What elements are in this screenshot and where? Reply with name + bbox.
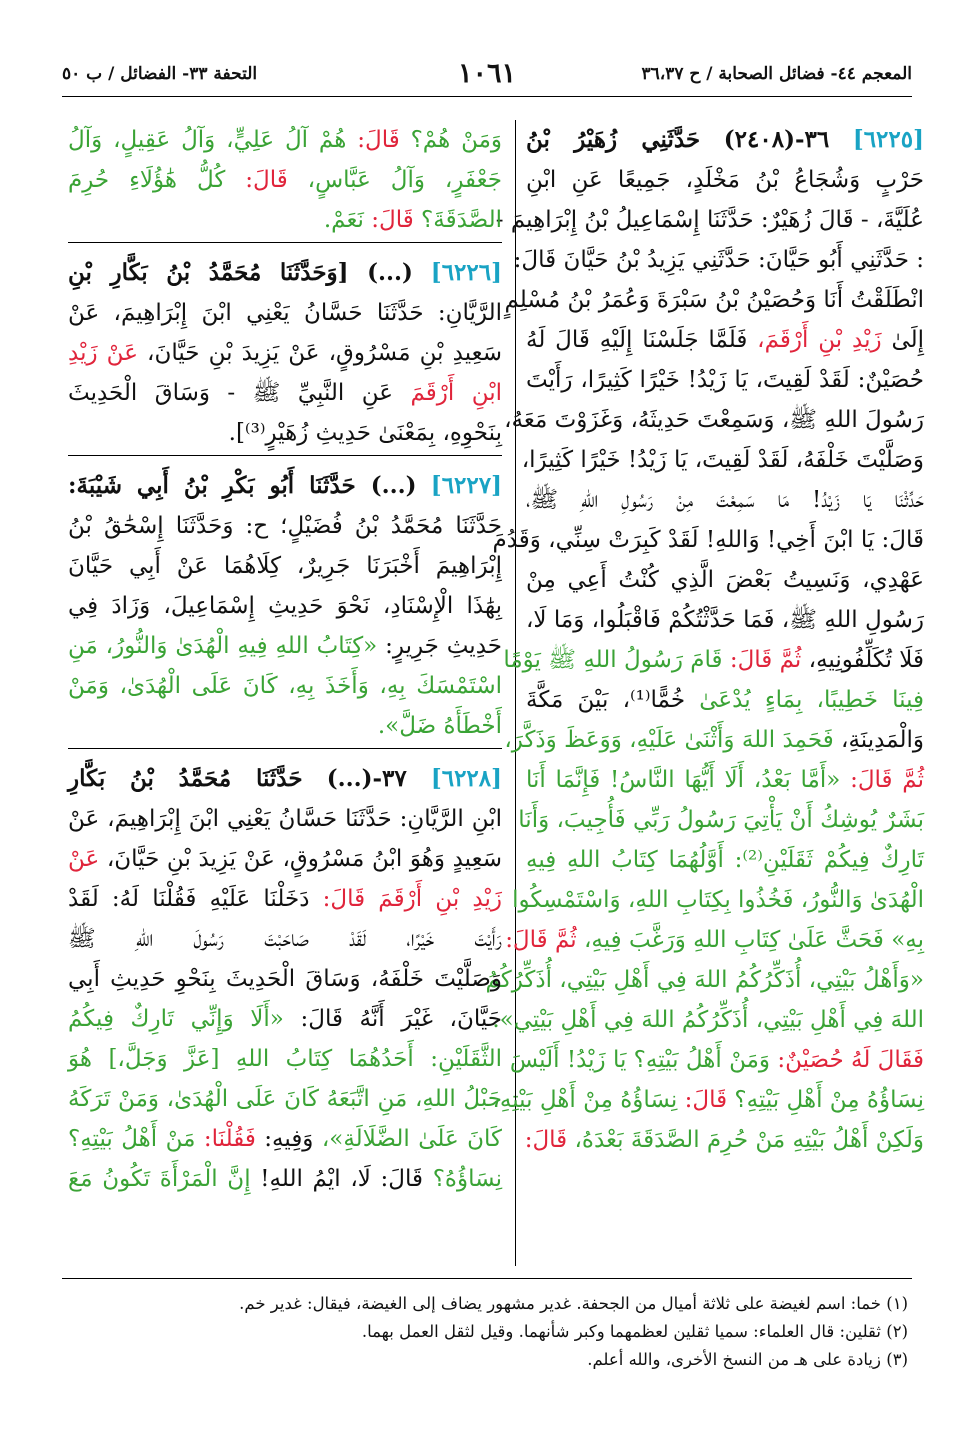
text-line: حُصَيْنٌ: لَقَدْ لَقِيتَ، يَا زَيْدُ! خَيْرًا كَثِيرًا، رَأَيْتَ [526,367,924,393]
text-line [68,759,502,799]
section-divider [68,748,502,749]
text-line: قَالَ: يَا ابْنَ أَخِي! وَاللهِ! لَقَدْ كَبِرَتْ سِنِّي، وَقَدُمَ [492,527,924,553]
hadith-reference: [٦٢٢٨] [430,765,503,792]
text-line: الثَّقَلَيْنِ: أَحَدُهُمَا كِتَابُ اللهِ [عَزَّ وَجَلَّ،] هُوَ [68,1046,502,1072]
hadith-reference: [٦٢٢٧] [430,472,502,499]
text-run: حَيَّانَ، غَيْرَ أَنَّهُ قَالَ: [300,1006,503,1032]
quote-text: وَمَنْ هُمْ؟ [410,127,503,153]
text-line [68,839,502,879]
text-line [68,373,502,413]
text-line: حَرْبٍ وَشُجَاعُ بْنُ مَخْلَدٍ، جَمِيعًا عَنِ ابْنِ [526,167,924,193]
text-line: وَصَلَّيْتَ خَلْفَهُ، وَسَاقَ الْحَدِيثَ بِنَحْوِ حَدِيثِ أَبِي [68,966,502,992]
text-run: وَفِيهِ: [264,1126,314,1152]
section-divider [68,455,502,456]
speaker-text: قَالَ: [684,1087,728,1113]
footnote-2: (٢) ثقلين: قال العلماء: سميا ثقلين لعظمهما وكبر شأنهما. وقيل لثقل العمل بهما. [361,1322,908,1341]
section-divider [68,242,502,243]
narrator-name: زَيْدِ بْنِ أَرْقَمَ قَالَ: [322,886,502,912]
narration-chain: (...) [وَحَدَّثَنَا مُحَمَّدُ بْنُ بَكَّارِ بْنِ [68,259,413,286]
narrator-name: عَنْ [68,846,100,872]
quote-text: جَعْفَرٍ، وَآلُ عَبَّاسٍ، [307,167,502,193]
text-line [526,1120,924,1160]
text-line: «وَأَهْلُ بَيْتِي، أُذَكِّرُكُمُ اللهَ فِي أَهْلِ بَيْتِي، أُذَكِّرُكُمُ [485,967,924,993]
text-line [492,1080,924,1120]
quote-text: إِنَّ الْمَرْأَةَ تَكُونُ مَعَ [68,1166,251,1192]
text-run: قَالَ: لَا، ايْمُ اللهِ! [260,1166,424,1192]
text-line: حَبْلُ اللهِ، مَنِ اتَّبَعَهُ كَانَ عَلَى الْهُدَىٰ، وَمَنْ تَرَكَهُ [68,1086,502,1112]
text-line [68,1119,502,1159]
text-line: بِهَٰذَا الْإِسْنَادِ، نَحْوَ حَدِيثِ إِسْمَاعِيلَ، وَزَادَ فِي [68,593,502,619]
text-line [503,640,924,680]
text-run: إِلَىٰ [891,327,925,353]
narration-chain: (...) حَدَّثَنَا أَبُو بَكْرِ بْنُ أَبِي شَيْبَةَ: [68,472,417,499]
text-run: عَنِ النَّبِيِّ ﷺ - وَسَاقَ الْحَدِيثَ [68,380,393,406]
text-line: : حَدَّثَنِي أَبُو حَيَّانَ: حَدَّثَنِي يَزِيدُ بْنُ حَيَّانَ قَالَ: [513,247,924,273]
quote-text: «أَلَا وَإِنِّي تَارِكٌ فِيكُمُ [68,1006,284,1032]
text-line: تَارِكٌ فِيكُمْ ثَقَلَيْنِ⁽²⁾: أَوَّلُهُمَا كِتَابُ اللهِ فِيهِ [526,847,924,873]
quote-text: وَمَنْ أَهْلُ بَيْتِهِ؟ يَا زَيْدُ! أَلَيْسَ [509,1047,771,1073]
text-run: وَالْمَدِينَةِ، [841,727,924,753]
left-column [68,120,502,1266]
text-line: انْطَلَقْتُ أَنَا وَحُصَيْنُ بْنُ سَبْرَةَ وَعُمَرُ بْنُ مُسْلِمٍ [504,287,924,313]
text-line: حَدَّثَنَا مُحَمَّدُ بْنُ فُضَيْلٍ؛ ح: وَحَدَّثَنَا إِسْحَٰقُ بْنُ [68,513,502,539]
narrator-name: ابْنِ أَرْقَمَ [410,380,502,406]
right-column [485,120,925,1266]
quote-text: «أَمَّا بَعْدُ، أَلَا أَيُّهَا النَّاسُ! فَإِنَّمَا أَنَا [526,767,841,793]
quote-text: كَانَ عَلَىٰ الضَّلَالَةِ»، [321,1126,502,1152]
hadith-reference: [٦٢٢٦] [430,259,502,286]
quote-text: وَلَكِنْ أَهْلُ بَيْتِهِ مَنْ حُرِمَ الصَّدَقَةَ بَعْدَهُ، [574,1127,924,1153]
quote-text: نِسَاؤُهُ مِنْ أَهْلِ بَيْتِهِ؟ [734,1087,924,1113]
text-line: عُلَيَّةَ، - قَالَ زُهَيْرٌ: حَدَّثَنَا إِسْمَاعِيلُ بْنُ إِبْرَاهِيمَ - [495,207,924,233]
text-line: رَسُولِ اللهِ ﷺ، فَمَا حَدَّثْتُكُمْ فَاقْبَلُوا، وَمَا لَا، [526,607,924,633]
text-line [504,720,924,760]
footnote-3: (٣) زيادة على هـ من النسخ الأخرى، والله أعلم. [587,1350,908,1369]
text-line: الْهُدَىٰ وَالنُّورُ، فَخُذُوا بِكِتَابِ اللهِ، وَاسْتَمْسِكُوا [512,887,924,913]
text-run: فَلَمَّا جَلَسْنَا إِلَيْهِ قَالَ لَهُ [526,327,748,353]
text-line [68,253,502,293]
speaker-text: قَالَ: [371,207,414,233]
text-line [526,760,924,800]
text-line [68,466,502,506]
text-line: أَخْطَأَهُ ضَلَّ». [377,713,502,739]
text-line: وَصَلَّيْتَ خَلْفَهُ، لَقَدْ لَقِيتَ، يَا زَيْدُ! خَيْرًا كَثِيرًا، [521,447,924,473]
header-divider [62,96,912,97]
header-tuhfa: التحفة ٣٣- الفضائل / ب ٥٠ [62,64,258,84]
quote-text: نَعَمْ. [323,207,364,233]
hadith-number: ٣٧-(...) [326,765,407,792]
text-line: اسْتَمْسَكَ بِهِ، وَأَخَذَ بِهِ، كَانَ عَلَى الْهُدَىٰ، وَمَنْ [68,673,502,699]
quote-text: الصَّدَقَةَ؟ [421,207,502,233]
text-line: اللهَ فِي أَهْلِ بَيْتِي، أُذَكِّرُكُمُ اللهَ فِي أَهْلِ بَيْتِي». [492,1007,924,1033]
text-run: فَلَا تُكَلِّفُونِيهِ، [808,647,924,673]
text-line: بَشَرٌ يُوشِكُ أَنْ يَأْتِيَ رَسُولُ رَبِّي فَأُجِيبَ، وَأَنَا [518,807,924,833]
text-line [509,1040,924,1080]
text-line [68,879,502,919]
quote-text: «كِتَابُ اللهِ فِيهِ الْهُدَىٰ وَالنُّورُ، مَنِ [68,633,378,659]
footnote-divider [62,1278,912,1279]
speaker-text: قَالَ: [524,1127,568,1153]
text-line [526,320,924,360]
speaker-text: قَالَ: [357,127,400,153]
page-number: ١٠٦١ [457,58,516,89]
narrator-name: عَنْ زَيْدِ [68,340,138,366]
speaker-text: فَقُلْنَا: [203,1126,256,1152]
text-line [505,920,924,960]
text-line [68,626,502,666]
narrator-name: زَيْدِ بْنِ أَرْقَمَ، [757,327,882,353]
quote-text: كُلُّ هَٰؤُلَاءِ حُرِمَ [68,167,226,193]
speaker-text: ثُمَّ قَالَ: [850,767,925,793]
quote-text: مَنْ أَهْلُ بَيْتِهِ؟ [68,1126,196,1152]
text-line [68,333,502,373]
quote-text: بِهِ» فَحَثَّ عَلَىٰ كِتَابِ اللهِ وَرَغَّبَ فِيهِ، [583,927,924,953]
quote-text: نِسَاؤُهُ مِنْ أَهْلِ بَيْتِهِ، [492,1087,678,1113]
text-run: حَدِيثِ جَرِيرٍ: [385,633,503,659]
speaker-text: ثُمَّ قَالَ: [505,927,577,953]
speaker-text: ثُمَّ قَالَ: [729,647,802,673]
text-run: خُمًّا⁽¹⁾، بَيْنَ مَكَّةَ [526,687,686,713]
text-line: رَسُولَ اللهِ ﷺ، وَسَمِعْتَ حَدِيثَهُ، وَغَزَوْتَ مَعَهُ، [504,407,924,433]
text-line: عَهْدِي، وَنَسِيتُ بَعْضَ الَّذِي كُنْتُ أَعِي مِنْ [526,567,924,593]
hadith-number: ٣٦-(٢٤٠٨) [723,126,830,153]
quote-text: نِسَاؤُهُ؟ [432,1166,502,1192]
header-chapter: المعجم ٤٤- فضائل الصحابة / ح ٣٦،٣٧ [641,64,912,84]
narration-chain: حَدَّثَنِي زُهَيْرُ بْنُ [526,126,701,153]
text-run: سَعِيدِ بْنِ مَسْرُوقٍ، عَنْ يَزِيدَ بْنِ حَيَّانَ، [147,340,503,366]
hadith-reference: [٦٢٢٥] [852,126,925,153]
text-line: ابْنِ الرَّيَّانِ: حَدَّثَنَا حَسَّانُ يَعْنِي ابْنَ إِبْرَاهِيمَ، عَنْ [68,806,502,832]
text-run: سَعِيدٍ وَهُوَ ابْنُ مَسْرُوقٍ، عَنْ يَزِيدَ بْنِ حَيَّانَ، [106,846,502,872]
text-line [68,120,502,160]
narration-chain: حَدَّثَنَا مُحَمَّدُ بْنُ بَكَّارِ [68,765,303,792]
text-line: رَأَيْتَ خَيْرًا، لَقَدْ صَاحَبْتَ رَسُولَ اللهِ ﷺ [68,926,502,952]
footnote-1: (١) خما: اسم لغيضة على ثلاثة أميال من الجحفة. غدير مشهور يضاف إلى الغيضة، فيقال: غدير خم. [239,1294,908,1313]
text-line: الرَّيَّانِ: حَدَّثَنَا حَسَّانُ يَعْنِي ابْنَ إِبْرَاهِيمَ، عَنْ [68,300,502,326]
text-line [526,120,924,160]
text-line: حَدِّثْنَا يَا زَيْدُ! مَا سَمِعْتَ مِنْ رَسُولِ اللهِ ﷺ، [526,487,924,513]
text-line [68,160,502,200]
text-line [526,680,924,720]
text-run: دَخَلْنَا عَلَيْهِ فَقُلْنَا لَهُ: لَقَدْ [68,886,310,912]
text-line: بِنَحْوِهِ، بِمَعْنَىٰ حَدِيثِ زُهَيْرٍ⁽³⁾]. [228,420,502,446]
quote-text: فِينَا خَطِيبًا، بِمَاءٍ يُدْعَىٰ [699,687,925,713]
text-line [68,1159,502,1199]
page-header [62,58,912,90]
quote-text: فَحَمِدَ اللهَ وَأَثْنَىٰ عَلَيْهِ، وَوَعَظَ وَذَكَّرَ، [504,727,834,753]
speaker-text: فَقَالَ لَهُ حُصَيْنٌ: [777,1047,924,1073]
quote-text: قَامَ رَسُولُ اللهِ ﷺ يَوْمًا [503,647,723,673]
speaker-text: قَالَ: [245,167,288,193]
text-line [68,999,502,1039]
text-line [68,200,502,240]
quote-text: هُمْ آلُ عَلِيٍّ، وَآلُ عَقِيلٍ، وَآلُ [68,127,347,153]
text-line: إِبْرَاهِيمَ أَخْبَرَنَا جَرِيرٌ، كِلَاهُمَا عَنْ أَبِي حَيَّانَ [68,553,502,579]
